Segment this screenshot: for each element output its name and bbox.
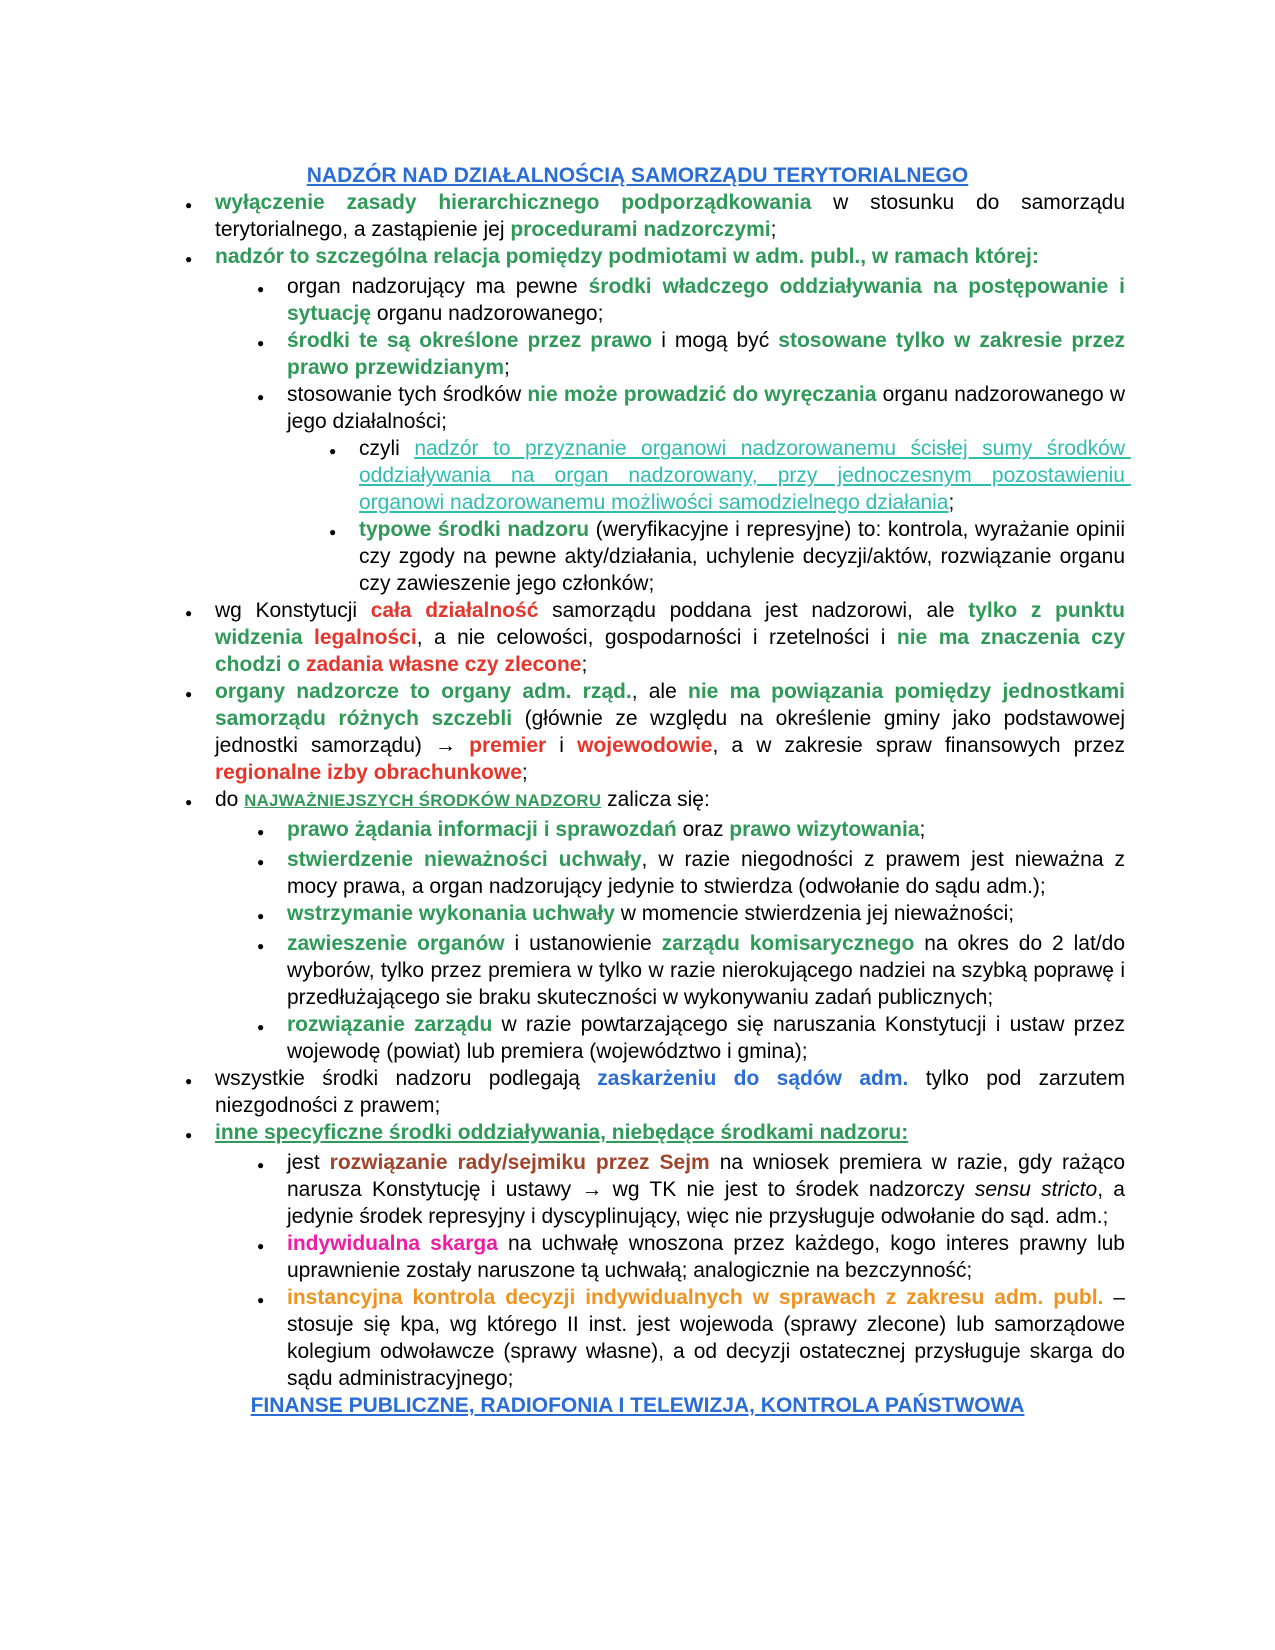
bullet-marker-icon [185,1065,215,1095]
text-run: środki władczego oddziaływania na postępowanie i sytuację [287,275,1131,325]
text-run: , w razie niegodności z prawem jest nieważna z mocy prawa, a organ nadzorujący jedynie to stwierdza (odwołanie do sądu adm.); [287,848,1131,898]
bullet-item [150,930,1131,1011]
text-run: na uchwałę wnoszona przez każdego, kogo interes prawny lub uprawnienie zostały naruszone tą uchwałą; analogicznie na bezczynność; [287,1232,1131,1282]
text-run: na okres do 2 lat/do wyborów, tylko przez premiera w tylko w razie nierokującego nadziei na szybką poprawę i przedłużającego sie braku skuteczności w wykonywaniu zadań publicznych; [287,932,1131,1009]
text-run: nie ma znaczenia czy chodzi o [215,626,1131,676]
text-run: organu nadzorowanego w jego działalności; [287,383,1131,433]
text-run: , a w zakresie spraw finansowych przez [712,734,1131,757]
text-run: i [546,734,578,757]
heading-text: FINANSE PUBLICZNE, RADIOFONIA I TELEWIZJA, KONTROLA PAŃSTWOWA [250,1394,1025,1417]
bullet-item [150,1119,1125,1149]
text-run: czyli [359,437,415,460]
text-run: w stosunku do samorządu terytorialnego, a zastąpienie jej [215,191,1131,241]
text-run: stosowanie tych środków [287,383,528,406]
bullet-marker-icon [329,516,359,546]
text-run: stosowane tylko w zakresie przez prawo przewidzianym [287,329,1131,379]
bullet-marker-icon [185,243,215,273]
text-run: stwierdzenie nieważności uchwały [287,848,642,871]
text-run: prawo żądania informacji i sprawozdań [287,818,677,841]
text-run: organu nadzorowanego; [371,302,604,325]
text-run: rozwiązanie rady/sejmiku przez Sejm [329,1151,710,1174]
bullet-text [215,786,1125,814]
text-run: (weryfikacyjne i represyjne) to: kontrola, wyrażanie opinii czy zgody na pewne akty/działania, uchylenie decyzji/aktów, rozwiązanie organu czy zawieszenie jego członków; [359,518,1131,595]
text-run: (głównie ze względu na określenie gminy jako podstawowej jednostki samorządu) → [215,707,1131,757]
text-run: organy nadzorcze to organy adm. rząd. [215,680,632,703]
text-run: oraz [676,818,730,841]
text-run: nie ma powiązania pomiędzy jednostkami samorządu różnych szczebli [215,680,1131,730]
document-content [150,162,1131,1419]
text-run: ; [919,818,926,841]
bullet-marker-icon [257,273,287,303]
bullet-item [150,846,1131,900]
text-run: – stosuje się kpa, wg którego II inst. jest wojewoda (sprawy zlecone) lub samorządowe kolegium odwoławcze (sprawy własne), a od decyzji ostatecznej przysługuje skarga do sądu administracyjnego; [287,1286,1131,1390]
text-run: organ nadzorujący ma pewne [287,275,589,298]
bullet-item [150,1011,1131,1065]
text-run: inne specyficzne środki oddziaływania, niebędące środkami nadzoru: [215,1121,909,1144]
bullet-text [287,1011,1131,1065]
bullet-item [150,1065,1131,1119]
text-run: , ale [631,680,688,703]
bullet-text [287,930,1131,1011]
bullet-marker-icon [257,900,287,930]
bullet-marker-icon [257,381,287,411]
bullet-item [150,816,1125,846]
text-run: wg Konstytucji [215,599,371,622]
heading-text: NADZÓR NAD DZIAŁALNOŚCIĄ SAMORZĄDU TERYTORIALNEGO [306,164,969,187]
text-run: ; [948,491,955,514]
bullet-text [215,678,1131,786]
text-run: zadania własne czy zlecone [306,653,582,676]
text-run: NAJWAŻNIEJSZYCH ŚRODKÓW NADZORU [244,791,602,810]
bullet-text [215,1065,1131,1119]
text-run: nadzór to szczególna relacja pomiędzy podmiotami w adm. publ., w ramach której: [215,245,1039,268]
bullet-marker-icon [257,1230,287,1260]
text-run: instancyjna kontrola decyzji indywidualnych w sprawach z zakresu adm. publ. [287,1286,1104,1309]
bullet-text [287,381,1131,435]
text-run: , a jedynie środek represyjny i dyscyplinujący, więc nie przysługuje odwołanie do sąd. adm.; [287,1178,1131,1228]
text-run: ; [521,761,528,784]
text-run: wstrzymanie wykonania uchwały [287,902,615,925]
bullet-text [287,846,1131,900]
bullet-text [215,597,1131,678]
text-run: legalności [313,626,417,649]
bullet-text [287,273,1131,327]
text-run: wszystkie środki nadzoru podlegają [215,1067,598,1090]
text-run: i mogą być [652,329,779,352]
bullet-item [150,900,1125,930]
bullet-marker-icon [257,1284,287,1314]
bullet-marker-icon [185,597,215,627]
text-run: ; [581,653,588,676]
bullet-text [287,1284,1131,1392]
bullet-item [150,1284,1131,1392]
bullet-marker-icon [185,1119,215,1149]
text-run: i ustanowienie [504,932,662,955]
text-run: tylko pod zarzutem niezgodności z prawem; [215,1067,1131,1117]
bullet-marker-icon [329,435,359,465]
text-run: prawo wizytowania [729,818,920,841]
bullet-marker-icon [257,1011,287,1041]
text-run: samorządu poddana jest nadzorowi, ale [538,599,969,622]
text-run: zalicza się: [601,788,710,811]
text-run: premier [469,734,547,757]
text-run: regionalne izby obrachunkowe [215,761,522,784]
bullet-item [150,381,1131,435]
bullet-item [150,327,1131,381]
bullet-marker-icon [257,846,287,876]
text-run: zarządu komisarycznego [661,932,915,955]
text-run: ; [504,356,510,379]
bullet-item [150,1230,1131,1284]
text-run: w razie powtarzającego się naruszania Konstytucji i ustaw przez wojewodę (powiat) lub premiera (województwo i gmina); [287,1013,1131,1063]
bullet-text [287,816,1125,843]
text-run: jest [287,1151,330,1174]
bullet-item [150,273,1131,327]
bullet-marker-icon [185,678,215,708]
text-run: w momencie stwierdzenia jej nieważności; [614,902,1015,925]
bullet-marker-icon [257,816,287,846]
bullet-text [215,243,1125,270]
bullet-text [359,516,1131,597]
bullet-item [150,243,1125,273]
bullet-text [287,1149,1131,1230]
text-run: , a nie celowości, gospodarności i rzetelności i [416,626,897,649]
text-run: wojewodowie [577,734,713,757]
text-run: nie może prowadzić do wyręczania [527,383,877,406]
text-run: indywidualna skarga [287,1232,498,1255]
text-run: nadzór to przyznanie organowi nadzorowanemu ścisłej sumy środków oddziaływania na organ nadzorowany, przy jednoczesnym pozostawieniu organowi nadzorowanemu możliwości samodzielnego działania [359,437,1131,514]
document-title [150,162,1125,189]
text-run: procedurami nadzorczymi [510,218,771,241]
text-run: zaskarżeniu do sądów adm. [597,1067,909,1090]
text-run: na wniosek premiera w razie, gdy rażąco narusza Konstytucję i ustawy → wg TK nie jest to środek nadzorczy [287,1151,1131,1201]
text-run: zawieszenie organów [287,932,505,955]
text-run: sensu stricto [974,1178,1098,1201]
bullet-text [215,1119,1125,1146]
bullet-item [150,597,1131,678]
text-run: ; [770,218,777,241]
bullet-marker-icon [185,189,215,219]
text-run: wyłączenie zasady hierarchicznego podporządkowania [215,191,812,214]
bullet-text [287,900,1125,927]
bullet-text [287,1230,1131,1284]
text-run: tylko z punktu widzenia [215,599,1131,649]
text-run: środki te są określone przez prawo [287,329,653,352]
bullet-text [359,435,1131,516]
bullet-item [150,1149,1131,1230]
text-run: typowe środki nadzoru [359,518,590,541]
document-footer-title [150,1392,1125,1419]
bullet-item [150,189,1131,243]
bullet-text [215,189,1131,243]
bullet-marker-icon [185,786,215,816]
text-run: rozwiązanie zarządu [287,1013,493,1036]
text-run: cała działalność [370,599,539,622]
bullet-marker-icon [257,327,287,357]
bullet-marker-icon [257,930,287,960]
bullet-text [287,327,1131,381]
bullet-item [150,786,1125,816]
bullet-item [150,678,1131,786]
bullet-item [150,516,1131,597]
text-run: do [215,788,245,811]
bullet-item [150,435,1131,516]
text-run [303,626,314,649]
bullet-marker-icon [257,1149,287,1179]
